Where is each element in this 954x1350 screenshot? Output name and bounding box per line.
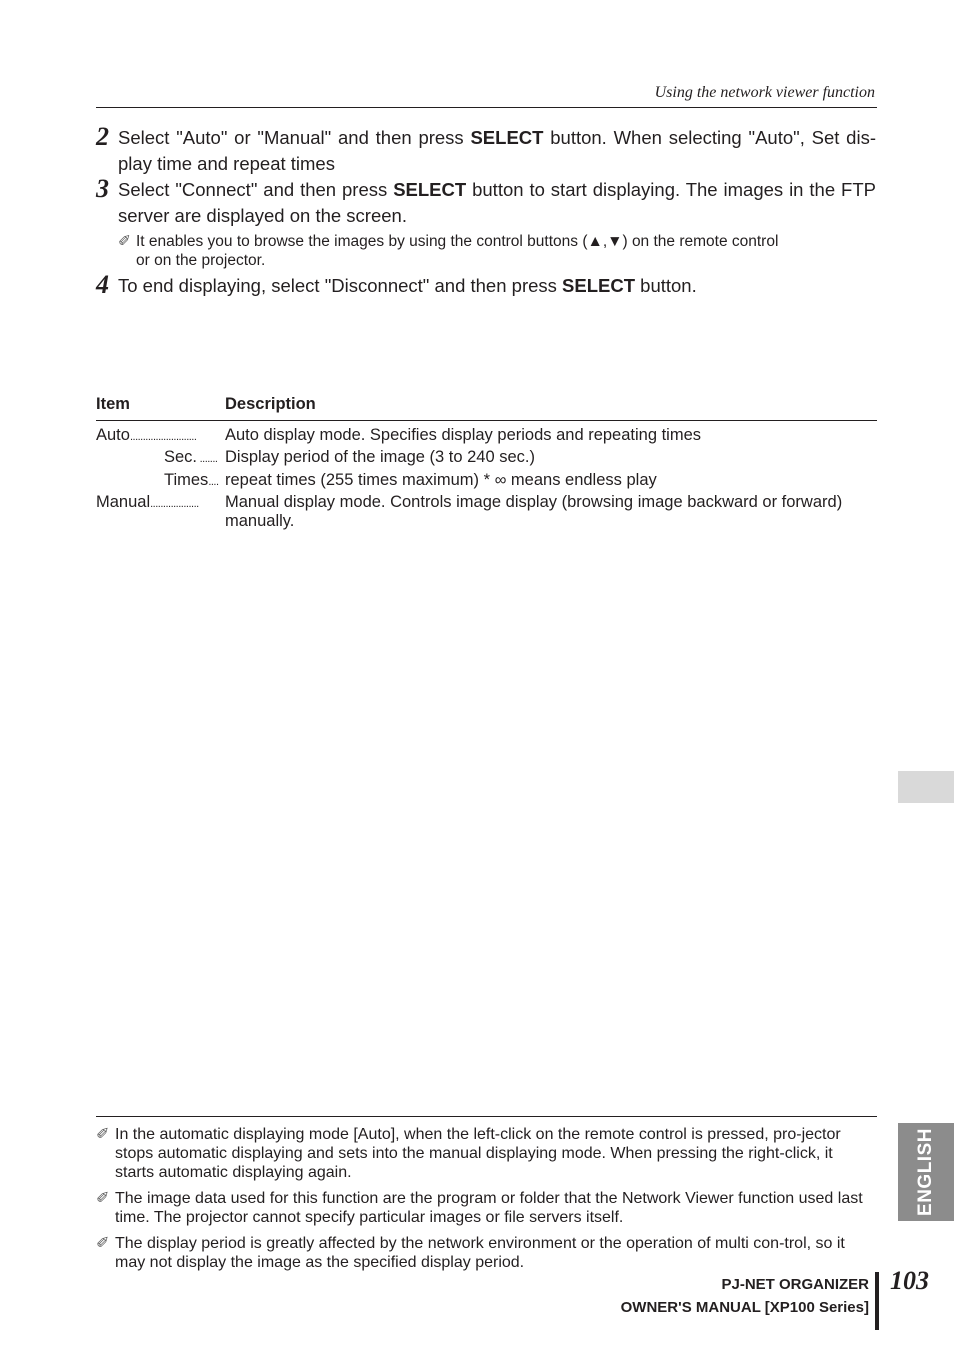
dot-leader: ....... bbox=[197, 453, 218, 465]
dot-leader: .... bbox=[208, 476, 219, 488]
step-text-post: button. bbox=[635, 275, 697, 296]
running-header: Using the network viewer function bbox=[654, 84, 875, 101]
pencil-icon: ✐ bbox=[118, 233, 131, 250]
row-label: Manual bbox=[96, 493, 151, 511]
row-description: Auto display mode. Specifies display periods and repeating times bbox=[225, 426, 702, 444]
step-2 bbox=[96, 122, 876, 176]
step-number: 3 bbox=[96, 174, 109, 203]
step-text bbox=[118, 125, 876, 176]
chapter-tab-marker bbox=[898, 771, 954, 803]
header-rule bbox=[96, 107, 877, 108]
footnote-text: In the automatic displaying mode [Auto], when the left-click on the remote control is pressed, pro-jector stops automatic displaying and sets into the manual displaying mode. When pressing the right-click, it starts automatic displaying again. bbox=[115, 1126, 841, 1181]
step-3 bbox=[96, 174, 876, 228]
step-text-post: button to start displaying. The images in the FTP server are displayed on the screen. bbox=[118, 179, 876, 226]
pencil-icon: ✐ bbox=[96, 1190, 110, 1207]
note-line-1: It enables you to browse the images by using the control buttons (▲,▼) on the remote control bbox=[136, 233, 779, 250]
step-4 bbox=[96, 270, 876, 299]
row-description bbox=[225, 493, 875, 531]
row-description: Display period of the image (3 to 240 sec.) bbox=[225, 448, 535, 466]
pencil-icon: ✐ bbox=[96, 1235, 110, 1252]
step-text-pre: To end displaying, select "Disconnect" and then press bbox=[118, 275, 563, 296]
step-number: 4 bbox=[96, 270, 109, 299]
note-line-2: or on the projector. bbox=[136, 252, 266, 269]
step-number: 2 bbox=[96, 122, 109, 151]
footer-divider bbox=[875, 1272, 879, 1330]
select-keyword: SELECT bbox=[470, 127, 544, 148]
footer-manual-name: OWNER'S MANUAL [XP100 Series] bbox=[620, 1299, 869, 1316]
step-text bbox=[118, 273, 876, 299]
dot-leader: ................... bbox=[150, 498, 199, 510]
table-header-description: Description bbox=[225, 395, 316, 413]
step-text-pre: Select "Connect" and then press bbox=[118, 179, 394, 200]
table-row bbox=[164, 448, 217, 469]
dot-leader: .......................... bbox=[129, 431, 197, 443]
footnote bbox=[96, 1189, 874, 1227]
page-number: 103 bbox=[890, 1266, 929, 1295]
footnote bbox=[96, 1234, 874, 1272]
row-description-line-1: Manual display mode. Controls image display (browsing image backward or forward) bbox=[225, 493, 843, 511]
step-text bbox=[118, 177, 876, 228]
table-header-rule bbox=[96, 420, 877, 421]
language-tab bbox=[898, 1123, 954, 1221]
table-header-item: Item bbox=[96, 395, 130, 413]
table-row bbox=[96, 493, 199, 514]
step-3-note bbox=[118, 232, 863, 270]
footnote bbox=[96, 1125, 874, 1182]
select-keyword: SELECT bbox=[562, 275, 636, 296]
row-label: Auto bbox=[96, 426, 130, 444]
language-tab-label: ENGLISH bbox=[915, 1128, 937, 1216]
step-text-pre: Select "Auto" or "Manual" and then press bbox=[118, 127, 471, 148]
footnote-text: The image data used for this function are the program or folder that the Network Viewer function used last time. The projector cannot specify particular images or file servers itself. bbox=[115, 1190, 863, 1226]
footnote-rule bbox=[96, 1116, 877, 1117]
table-row bbox=[96, 426, 196, 447]
footer-product-name: PJ-NET ORGANIZER bbox=[721, 1276, 869, 1293]
row-description: repeat times (255 times maximum) * ∞ means endless play bbox=[225, 471, 657, 489]
select-keyword: SELECT bbox=[393, 179, 467, 200]
row-label: Times bbox=[164, 471, 209, 489]
footnote-text: The display period is greatly affected by the network environment or the operation of multi con-trol, so it may not display the image as the specified display period. bbox=[115, 1235, 845, 1271]
table-row bbox=[164, 471, 219, 492]
step-text-post: button. When selecting "Auto", Set dis-play time and repeat times bbox=[118, 127, 876, 174]
row-description-line-2: manually. bbox=[225, 512, 295, 530]
row-label: Sec. bbox=[164, 448, 198, 466]
pencil-icon: ✐ bbox=[96, 1126, 110, 1143]
